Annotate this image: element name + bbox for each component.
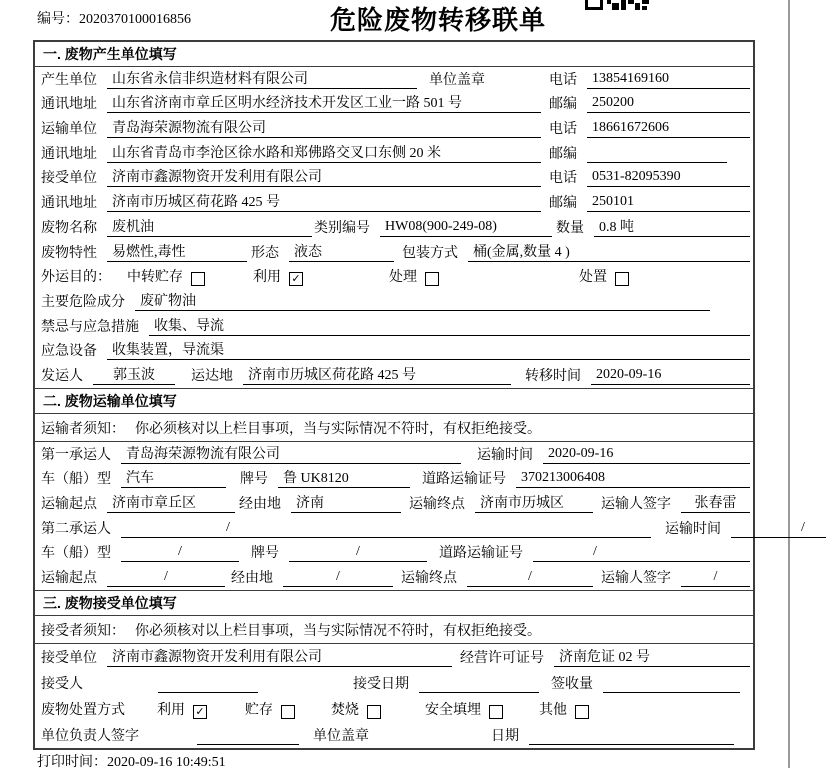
destination-label: 运达地 xyxy=(191,368,233,384)
acceptor-label: 接受人 xyxy=(41,677,83,693)
checkbox-label: 处理 xyxy=(389,270,417,286)
first-carrier-value: 青岛海荣源物流有限公司 xyxy=(121,443,461,464)
sign2-value: / xyxy=(681,569,750,587)
packing-label: 包装方式 xyxy=(402,245,458,261)
unit-seal-label: 单位盖章 xyxy=(313,729,369,745)
receiver-phone-label: 电话 xyxy=(549,171,577,187)
print-time xyxy=(37,751,226,771)
license-value: 济南危证 02 号 xyxy=(554,646,750,667)
receiver-zip-value: 250101 xyxy=(587,194,750,212)
vehicle2-label: 车（船）型 xyxy=(41,546,111,562)
row-accept-unit xyxy=(35,644,753,670)
page-title: 危险废物转移联单 xyxy=(329,5,546,35)
row-route2 xyxy=(35,565,753,590)
sign2-label: 运输人签字 xyxy=(601,571,671,587)
receiver-address-label: 通讯地址 xyxy=(41,196,97,212)
emergency-label: 禁忌与应急措施 xyxy=(41,319,139,335)
row-waste-name xyxy=(35,215,753,240)
row-hazard-components xyxy=(35,289,753,314)
signed-qty-value xyxy=(603,675,740,693)
consignor-label: 发运人 xyxy=(41,368,83,384)
vehicle1-value: 汽车 xyxy=(121,467,226,488)
checkbox-treat[interactable] xyxy=(425,272,439,286)
row-transfer-purpose xyxy=(35,265,753,290)
transporter-zip-value xyxy=(587,145,727,163)
form-label: 形态 xyxy=(251,245,279,261)
transporter-phone-value: 18661672606 xyxy=(587,120,750,138)
acceptor-value xyxy=(158,675,258,693)
transporter-address-label: 通讯地址 xyxy=(41,146,97,162)
producer-phone-label: 电话 xyxy=(549,72,577,88)
qr-code-fragment-icon xyxy=(585,0,649,10)
transporter-address-value: 山东省青岛市李沧区徐水路和郑佛路交叉口东侧 20 米 xyxy=(107,142,541,163)
signed-qty-label: 签收量 xyxy=(551,677,593,693)
row-emergency-equipment xyxy=(35,339,753,364)
packing-value: 桶(金属,数量 4 ) xyxy=(468,241,750,262)
section-receiver-title: 三. 废物接受单位填写 xyxy=(35,591,753,616)
waste-name-value: 废机油 xyxy=(107,216,312,237)
producer-label: 产生单位 xyxy=(41,72,97,88)
row-leader-signature xyxy=(35,722,753,748)
plate2-value: / xyxy=(289,544,427,562)
row-waste-characteristics xyxy=(35,240,753,265)
checkbox-disposal-use[interactable]: ✓ xyxy=(193,705,207,719)
accept-unit-label: 接受单位 xyxy=(41,651,97,667)
checkbox-disposal-landfill[interactable] xyxy=(489,705,503,719)
seal-label: 单位盖章 xyxy=(429,72,485,88)
via1-value: 济南 xyxy=(291,492,401,513)
disposal-option-incinerate xyxy=(331,699,381,719)
sign1-label: 运输人签字 xyxy=(601,497,671,512)
second-carrier-label: 第二承运人 xyxy=(41,521,111,537)
plate2-label: 牌号 xyxy=(251,546,279,562)
plate1-label: 牌号 xyxy=(240,472,268,488)
checkbox-transfer-storage[interactable] xyxy=(191,272,205,286)
via2-value: / xyxy=(283,569,393,587)
second-carrier-value: / xyxy=(121,520,651,538)
receiver-value: 济南市鑫源物资开发利用有限公司 xyxy=(107,166,541,187)
form-value: 液态 xyxy=(289,241,394,262)
receiver-zip-label: 邮编 xyxy=(549,196,577,212)
checkbox-label: 利用 xyxy=(157,703,185,719)
origin1-value: 济南市章丘区 xyxy=(107,492,235,513)
transporter-label: 运输单位 xyxy=(41,122,97,138)
end2-label: 运输终点 xyxy=(401,571,457,587)
row-vehicle1 xyxy=(35,467,753,492)
destination-value: 济南市历城区荷花路 425 号 xyxy=(243,364,511,385)
via2-label: 经由地 xyxy=(231,571,273,587)
purpose-option-transfer-storage xyxy=(127,266,205,286)
print-time-value: 2020-09-16 10:49:51 xyxy=(107,755,226,770)
category-label: 类别编号 xyxy=(314,220,370,236)
checkbox-label: 焚烧 xyxy=(331,703,359,719)
transfer-time-value: 2020-09-16 xyxy=(591,367,750,385)
manifest-form xyxy=(33,40,805,750)
section-transporter-title: 二. 废物运输单位填写 xyxy=(35,389,753,414)
transporter-notice-label: 运输者须知： xyxy=(41,421,125,437)
row-receiver xyxy=(35,166,753,191)
checkbox-label: 利用 xyxy=(253,270,281,286)
quantity-value: 0.8 吨 xyxy=(594,216,750,237)
checkbox-disposal-incinerate[interactable] xyxy=(367,705,381,719)
date-value xyxy=(529,727,734,745)
row-receiver-notice xyxy=(35,616,753,644)
receiver-label: 接受单位 xyxy=(41,171,97,187)
disposal-label: 废物处置方式 xyxy=(41,703,125,719)
transporter-value: 青岛海荣源物流有限公司 xyxy=(107,117,541,138)
permit1-label: 道路运输证号 xyxy=(422,472,506,488)
waste-name-label: 废物名称 xyxy=(41,220,97,236)
section-transporter xyxy=(35,388,805,590)
purpose-label: 外运目的： xyxy=(41,270,111,286)
permit2-label: 道路运输证号 xyxy=(439,546,523,562)
receiver-notice-label: 接受者须知： xyxy=(41,624,125,640)
leader-sign-value xyxy=(197,727,299,745)
receiver-address-value: 济南市历城区荷花路 425 号 xyxy=(107,191,541,212)
permit2-value: / xyxy=(533,544,750,562)
checkbox-label: 贮存 xyxy=(245,703,273,719)
checkbox-label: 其他 xyxy=(539,703,567,719)
sign1-value: 张春雷 xyxy=(681,492,750,513)
row-producer-address xyxy=(35,92,753,117)
checkbox-label: 安全填埋 xyxy=(425,703,481,719)
permit1-value: 370213006408 xyxy=(516,470,750,488)
transport-time2-value: / xyxy=(731,520,826,538)
purpose-option-treat xyxy=(389,266,439,286)
transport-time2-label: 运输时间 xyxy=(665,521,721,537)
section-producer-title: 一. 废物产生单位填写 xyxy=(35,42,753,67)
checkbox-label: 处置 xyxy=(579,270,607,286)
category-value: HW08(900-249-08) xyxy=(380,219,552,237)
row-consignor xyxy=(35,363,753,388)
producer-zip-label: 邮编 xyxy=(549,97,577,113)
row-first-carrier xyxy=(35,442,753,467)
producer-address-label: 通讯地址 xyxy=(41,97,97,113)
producer-phone-value: 13854169160 xyxy=(587,71,750,89)
accept-date-value xyxy=(419,675,539,693)
origin2-value: / xyxy=(107,569,225,587)
checkbox-label: 中转贮存 xyxy=(127,270,183,286)
print-time-label: 打印时间： xyxy=(37,755,107,770)
disposal-option-use xyxy=(157,699,207,719)
row-second-carrier xyxy=(35,516,805,541)
row-route1 xyxy=(35,491,753,516)
leader-sign-label: 单位负责人签字 xyxy=(41,729,139,745)
origin1-label: 运输起点 xyxy=(41,497,97,512)
consignor-value: 郭玉波 xyxy=(93,364,175,385)
quantity-label: 数量 xyxy=(556,220,584,236)
transporter-zip-label: 邮编 xyxy=(549,146,577,162)
date-label: 日期 xyxy=(491,729,519,745)
document-header xyxy=(0,0,796,40)
row-transporter-address xyxy=(35,141,753,166)
disposal-option-landfill xyxy=(425,699,503,719)
vehicle1-label: 车（船）型 xyxy=(41,472,111,488)
first-carrier-label: 第一承运人 xyxy=(41,447,111,463)
characteristics-label: 废物特性 xyxy=(41,245,97,261)
transporter-notice-text: 你必须核对以上栏目事项，当与实际情况不符时，有权拒绝接受。 xyxy=(135,421,541,437)
accept-unit-value: 济南市鑫源物资开发利用有限公司 xyxy=(107,646,452,667)
hazard-value: 废矿物油 xyxy=(135,290,710,311)
accept-date-label: 接受日期 xyxy=(353,677,409,693)
form-number-label: 编号： xyxy=(37,12,79,27)
emergency-value: 收集、导流 xyxy=(149,315,750,336)
checkbox-disposal-store[interactable] xyxy=(281,705,295,719)
producer-zip-value: 250200 xyxy=(587,95,750,113)
end1-value: 济南市历城区 xyxy=(475,492,593,513)
purpose-option-use xyxy=(253,266,303,286)
receiver-phone-value: 0531-82095390 xyxy=(587,169,750,187)
hazard-label: 主要危险成分 xyxy=(41,294,125,310)
row-transporter xyxy=(35,116,753,141)
origin2-label: 运输起点 xyxy=(41,571,97,587)
producer-address-value: 山东省济南市章丘区明水经济技术开发区工业一路 501 号 xyxy=(107,92,541,113)
section-producer xyxy=(35,42,753,388)
end1-label: 运输终点 xyxy=(409,497,465,512)
transport-time1-label: 运输时间 xyxy=(477,447,533,463)
row-emergency-measures xyxy=(35,314,753,339)
license-label: 经营许可证号 xyxy=(460,651,544,667)
checkbox-dispose[interactable] xyxy=(615,272,629,286)
vehicle2-value: / xyxy=(121,544,239,562)
row-vehicle2 xyxy=(35,541,753,566)
producer-value: 山东省永信非织造材料有限公司 xyxy=(107,68,417,89)
page-right-edge xyxy=(788,0,790,768)
row-receiver-address xyxy=(35,190,753,215)
section-receiver xyxy=(35,590,753,748)
row-acceptor xyxy=(35,670,753,696)
row-disposal-method xyxy=(35,696,753,722)
transport-time1-value: 2020-09-16 xyxy=(543,446,750,464)
end2-value: / xyxy=(467,569,593,587)
checkbox-use[interactable]: ✓ xyxy=(289,272,303,286)
plate1-value: 鲁 UK8120 xyxy=(278,467,410,488)
disposal-option-other xyxy=(539,699,589,719)
row-transporter-notice xyxy=(35,414,753,442)
row-producer xyxy=(35,67,753,92)
purpose-option-dispose xyxy=(579,266,629,286)
transporter-phone-label: 电话 xyxy=(549,122,577,138)
via1-label: 经由地 xyxy=(239,497,281,512)
transfer-time-label: 转移时间 xyxy=(525,368,581,384)
equipment-value: 收集装置，导流渠 xyxy=(107,339,750,360)
equipment-label: 应急设备 xyxy=(41,344,97,360)
checkbox-disposal-other[interactable] xyxy=(575,705,589,719)
characteristics-value: 易燃性,毒性 xyxy=(107,241,247,262)
disposal-option-store xyxy=(245,699,295,719)
form-number-value: 2020370100016856 xyxy=(79,12,191,27)
receiver-notice-text: 你必须核对以上栏目事项，当与实际情况不符时，有权拒绝接受。 xyxy=(135,624,541,640)
